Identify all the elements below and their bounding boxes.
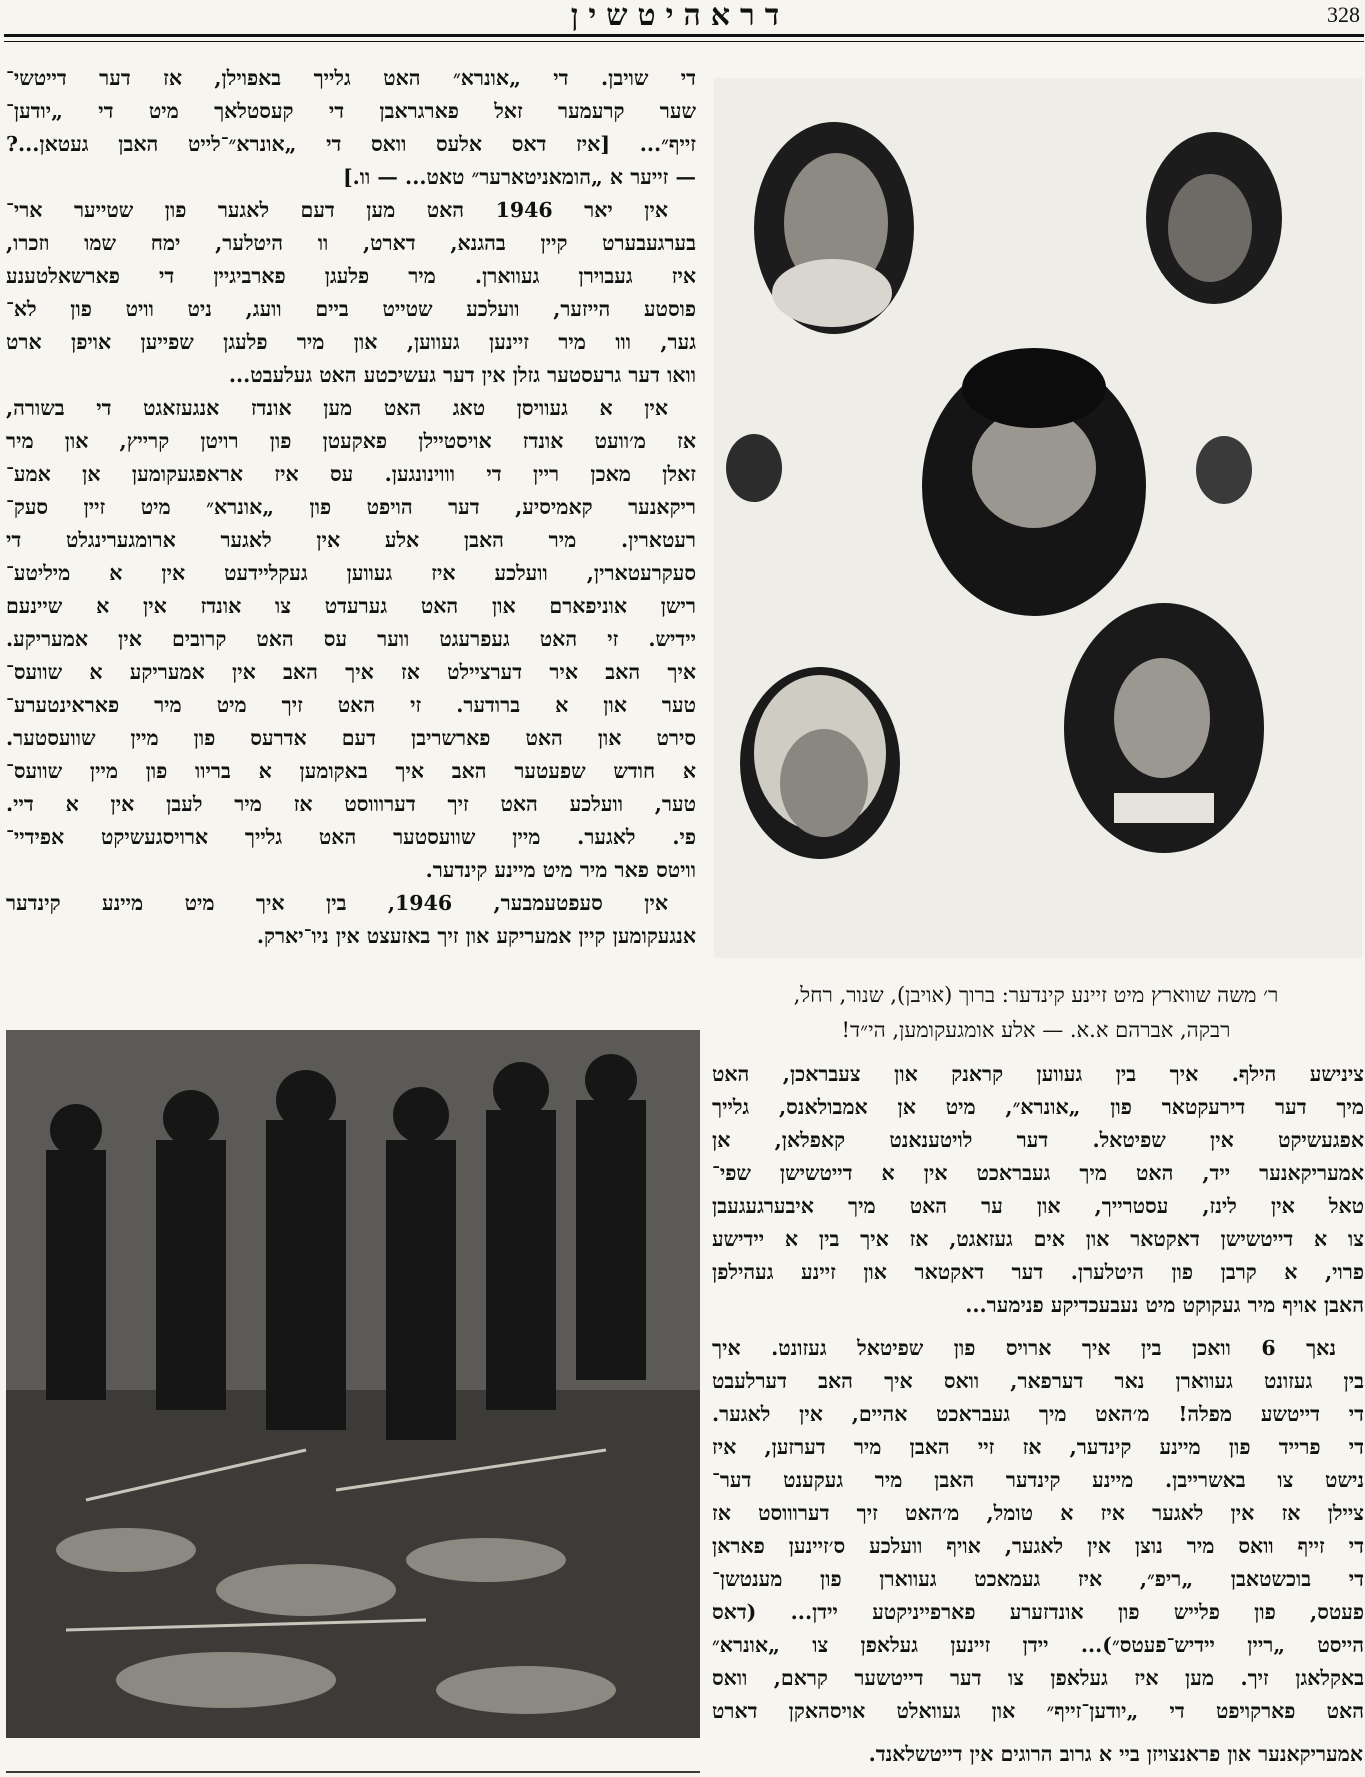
- header-rule-thin: [4, 41, 1364, 42]
- text-line: אפגעשיקט אין שפיטאל. דער לויטענאנט קאפלאן, אן: [712, 1128, 1364, 1152]
- text-line: די זייף וואס מיר נוצן אין לאגער, אויף וועלכע ס׳זיינען פאראן: [712, 1534, 1364, 1558]
- text-line: באקלאגן זיך. מען איז געלאפן צו דער דייטשער קראם, וואס: [712, 1666, 1364, 1690]
- text-line: איך האב איר דערציילט אז איך האב אין אמעריקע א שוועס־: [6, 660, 696, 684]
- header-rule-thick: [4, 34, 1364, 37]
- text-line: זאלן מאכן ריין די וווינונגען. עס איז אראפגעקומען אן אמע־: [6, 462, 696, 486]
- text-line: רעטארין. מיר האבן אלע אין לאגער ארומגערינגלט די: [6, 528, 696, 552]
- text-line: ציילן אז אין לאגער איז א טומל, מ׳האט זיך דערוווסט אז: [712, 1501, 1364, 1525]
- text-line: יידיש. זי האט געפרעגט ווער עס האט קרובים אין אמעריקע.: [6, 627, 696, 651]
- caption-line: רבקה, אברהם א.א. — אלע אומגעקומען, הי״ד!: [841, 1018, 1231, 1042]
- text-line: אין א געוויסן טאג האט מען אונדז אנגעזאגט די בשורה,: [6, 396, 668, 420]
- text-line: וויטס פאר מיר מיט מיינע קינדער.: [425, 858, 696, 882]
- soldiers-image: [6, 1030, 700, 1773]
- text-line: האבן אויף מיר געקוקט מיט נעבעכדיקע פנימער...: [965, 1293, 1364, 1317]
- running-title: דראהיטשין: [570, 0, 790, 33]
- text-line: פעטס, פון פלייש פון אונדזערע פארפייניקטע יידן... (דאס: [712, 1600, 1364, 1624]
- text-line: טער און א ברודער. זי האט זיך מיט מיר פאראינטערע־: [6, 693, 696, 717]
- text-line: די פרייד פון מיינע קינדער, אז זיי האבן מיר דערזען, איז: [712, 1435, 1364, 1459]
- caption-line: ר׳ משה שווארץ מיט זיינע קינדער: ברוך (אויבן), שנור, רחל,: [793, 983, 1279, 1007]
- text-line: וואו דער גרעסטער גזלן אין דער געשיכטע האט געלעבט...: [228, 363, 696, 387]
- text-line: נישט צו באשרייבן. מיינע קינדער האבן מיר געקענט דער־: [712, 1468, 1364, 1492]
- page-header: [0, 0, 1365, 34]
- text-line: פי. לאגער. מיין שוועסטער האט גלייך ארויסגעשיקט אפידיי־: [6, 825, 696, 849]
- text-line: בערגעבערט קיין בהגנא, דארט, וו היטלער, ימח שמו וזכרו,: [6, 231, 696, 255]
- portraits-caption: [710, 978, 1362, 1048]
- text-line: צו א דייטשישן דאקטאר און אים געזאגט, אז איך בין א יידישע: [712, 1227, 1364, 1251]
- text-line: בין געזונט געווארן נאר דערפאר, וואס איך האב דערלעבט: [712, 1369, 1364, 1393]
- text-line: מיך דער דירעקטאר פון „אונרא״, מיט אן אמבולאנס, גלייך: [712, 1095, 1364, 1119]
- text-line: גער, ווו מיר זיינען געווען, און מיר פלעגן שפייען אויפן ארט: [6, 330, 696, 354]
- soldiers-at-grave-photo: [6, 1030, 700, 1773]
- text-line: הייסט „ריין יידיש־פעטס״)... יידן זיינען געלאפן צו „אונרא״: [712, 1633, 1364, 1657]
- text-line: פרוי, א קרבן פון היטלערן. דער דאקטאר און זיינע געהילפן: [712, 1260, 1364, 1284]
- text-line: אז מ׳וועט אונדז אויסטיילן פאקעטן פון רויטן קרייץ, און מיר: [6, 429, 696, 453]
- text-line: טער, וועלכע האט זיך דערוווסט אז מיר לעבן אין א דיי.: [6, 792, 696, 816]
- family-portraits-photo: [714, 78, 1362, 958]
- bottom-text-line: [6, 1738, 1363, 1771]
- text-line: איז געבוירן געווארן. מיר פלעגן פארביגיין די פארשאלטענע: [6, 264, 696, 288]
- text-column-lower-right: [712, 1058, 1364, 1728]
- page-number: 328: [1327, 2, 1360, 27]
- text-line: טאל אין לינז, עסטרייך, און ער האט מיך איבערגעגעבן: [712, 1194, 1364, 1218]
- text-line: אין סעפטעמבער, 1946, בין איך מיט מיינע קינדער: [6, 891, 668, 915]
- text-line: — זייער א „הומאניטארער״ טאט... — וו.]: [342, 165, 696, 189]
- family-portraits-image: [714, 78, 1362, 958]
- text-line: א חודש שפעטער האב איך באקומען א בריוו פון מיין שוועס־: [6, 759, 696, 783]
- text-line: ריקאנער קאמיסיע, דער הויפט פון „אונרא״ מיט זיין סעק־: [6, 495, 696, 519]
- text-line: אנגעקומען קיין אמעריקע און זיך באזעצט אין ניו־יארק.: [256, 924, 696, 948]
- text-line: אמעריקאנער ייד, האט מיך געבראכט אין א דייטשישן שפי־: [712, 1161, 1364, 1185]
- text-line: די דייטשע מפלה! מ׳האט מיך געבראכט אהיים, אין לאגער.: [712, 1402, 1364, 1426]
- text-line: שער קרעמער זאל פארגראבן די קעסטלאך מיט די „יודען־: [6, 99, 696, 123]
- text-column-upper-left: [6, 62, 696, 953]
- text-line: ציניש‌ע הילף. איך בין געווען קראנק און צעבראכן, האט: [712, 1062, 1364, 1086]
- text-line: נאך 6 וואכן בין איך ארויס פון שפיטאל געזונט. איך: [712, 1336, 1336, 1360]
- text-line: האט פארקויפט די „יודען־זייף״ און געוואלט אויסהאקן דארט: [712, 1699, 1364, 1723]
- text-line: פוסטע הייזער, וועלכע שטייט ביים וועג, ניט וויט פון לא־: [6, 297, 696, 321]
- text-line: די שויבן. די „אונרא״ האט גלייך באפוילן, אז דער דייטשי־: [6, 66, 696, 90]
- text-line: רישן אוניפארם און האט גערעדט צו אונדז אין א שיינעם: [6, 594, 696, 618]
- text-line: סירט און האט פארשריבן דעם אדרעס פון מיין שוועסטער.: [6, 726, 696, 750]
- text-line: זייף״... [איז דאס אלעס וואס די „אונרא״־לייט האבן געטאן...?: [6, 132, 696, 156]
- text-line: סעקרעטארין, וועלכע איז געווען געקליידעט אין א מיליטע־: [6, 561, 696, 585]
- text-line: די בוכשטאבן „ריפ״, איז געמאכט געווארן פון מענטשן־: [712, 1567, 1364, 1591]
- text-line: אמעריקאנער און פראנצויזן ביי א גרוב הרוגים אין דייטשלאנד.: [6, 1738, 1363, 1771]
- text-line: אין יאר 1946 האט מען דעם לאגער פון שטייער ארי־: [6, 198, 668, 222]
